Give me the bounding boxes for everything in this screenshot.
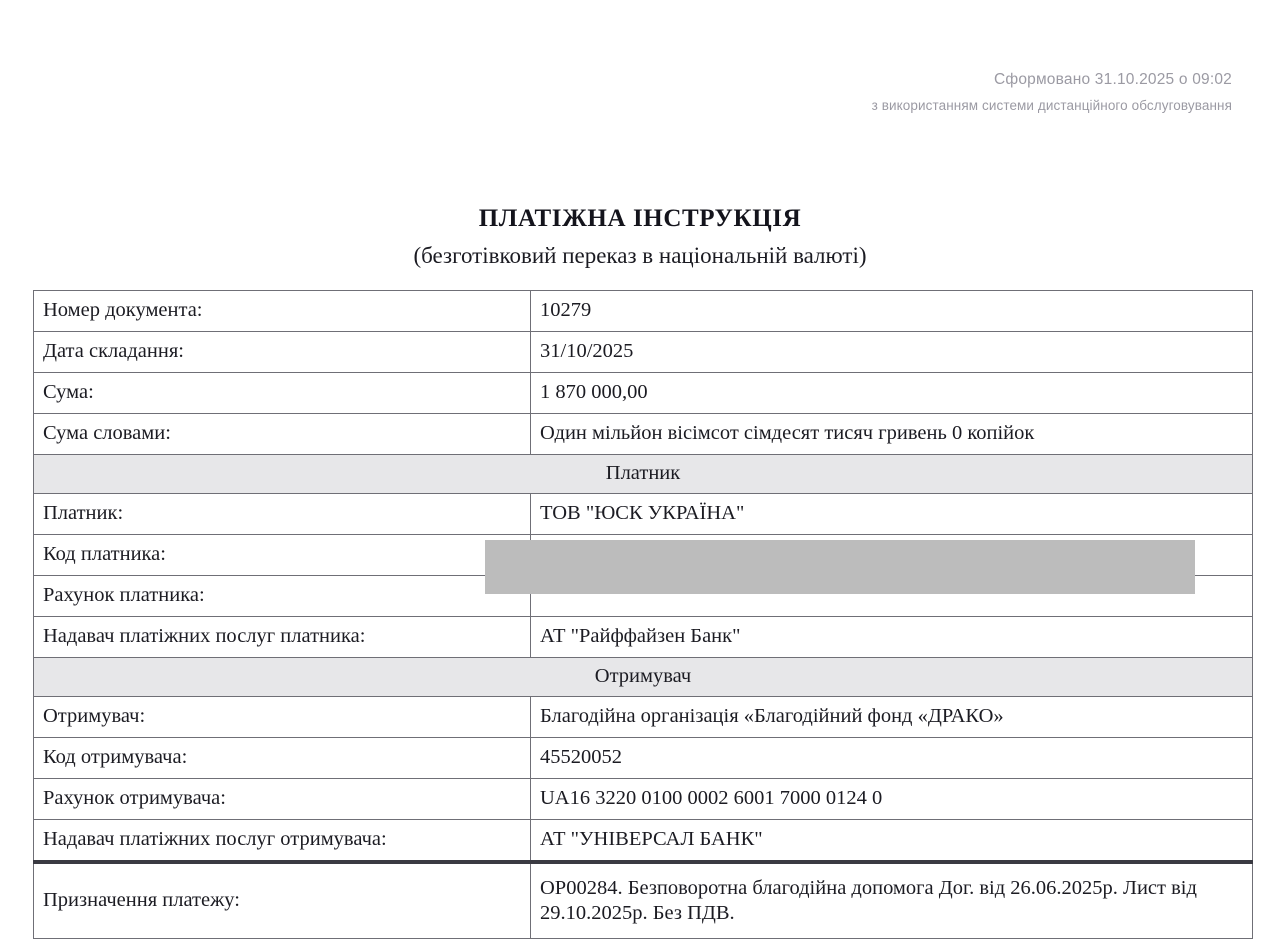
amount-label: Сума:	[34, 373, 531, 414]
table-row-amount	[34, 373, 1253, 414]
table-row-payer-bank	[34, 617, 1253, 658]
table-row-purpose	[34, 862, 1253, 939]
payer-label: Платник:	[34, 494, 531, 535]
table-row-recipient	[34, 697, 1253, 738]
page-subtitle: (безготівковий переказ в національній валюті)	[413, 243, 867, 268]
table-row-recipient-bank	[34, 820, 1253, 863]
recipient-code-label: Код отримувача:	[34, 738, 531, 779]
purpose-label: Призначення платежу:	[34, 862, 531, 939]
recipient-bank-label: Надавач платіжних послуг отримувача:	[34, 820, 531, 863]
amount-words-value: Один мільйон вісімсот сімдесят тисяч гривень 0 копійок	[531, 414, 1253, 455]
payer-account-label: Рахунок платника:	[34, 576, 531, 617]
table-row-doc-date	[34, 332, 1253, 373]
redaction-box-payer-account	[485, 540, 1195, 594]
payer-bank-value: АТ "Райффайзен Банк"	[531, 617, 1253, 658]
payer-code-label: Код платника:	[34, 535, 531, 576]
table-row-doc-number	[34, 291, 1253, 332]
recipient-code-value: 45520052	[531, 738, 1253, 779]
recipient-label: Отримувач:	[34, 697, 531, 738]
payment-details-table	[33, 290, 1253, 939]
section-header-payer	[34, 455, 1253, 494]
doc-date-value: 31/10/2025	[531, 332, 1253, 373]
section-header-recipient	[34, 658, 1253, 697]
payer-bank-label: Надавач платіжних послуг платника:	[34, 617, 531, 658]
doc-date-label: Дата складання:	[34, 332, 531, 373]
recipient-section-title: Отримувач	[34, 658, 1253, 697]
payer-section-title: Платник	[34, 455, 1253, 494]
table-row-amount-words	[34, 414, 1253, 455]
generated-system-note: з використанням системи дистанційного обслуговування	[871, 98, 1232, 114]
generated-timestamp: Сформовано 31.10.2025 о 09:02	[993, 71, 1232, 88]
doc-number-label: Номер документа:	[34, 291, 531, 332]
payer-value: ТОВ "ЮСК УКРАЇНА"	[531, 494, 1253, 535]
recipient-value: Благодійна організація «Благодійний фонд «ДРАКО»	[531, 697, 1253, 738]
page-title: ПЛАТІЖНА ІНСТРУКЦІЯ	[478, 205, 802, 232]
amount-value: 1 870 000,00	[531, 373, 1253, 414]
table-row-recipient-code	[34, 738, 1253, 779]
generated-stamp	[592, 68, 1232, 117]
recipient-account-label: Рахунок отримувача:	[34, 779, 531, 820]
purpose-value: ОР00284. Безповоротна благодійна допомога Дог. від 26.06.2025р. Лист від 29.10.2025р. Без ПДВ.	[531, 862, 1253, 939]
amount-words-label: Сума словами:	[34, 414, 531, 455]
table-row-payer	[34, 494, 1253, 535]
recipient-account-value: UA16 3220 0100 0002 6001 7000 0124 0	[531, 779, 1253, 820]
table-row-recipient-account	[34, 779, 1253, 820]
doc-number-value: 10279	[531, 291, 1253, 332]
recipient-bank-value: АТ "УНІВЕРСАЛ БАНК"	[531, 820, 1253, 863]
